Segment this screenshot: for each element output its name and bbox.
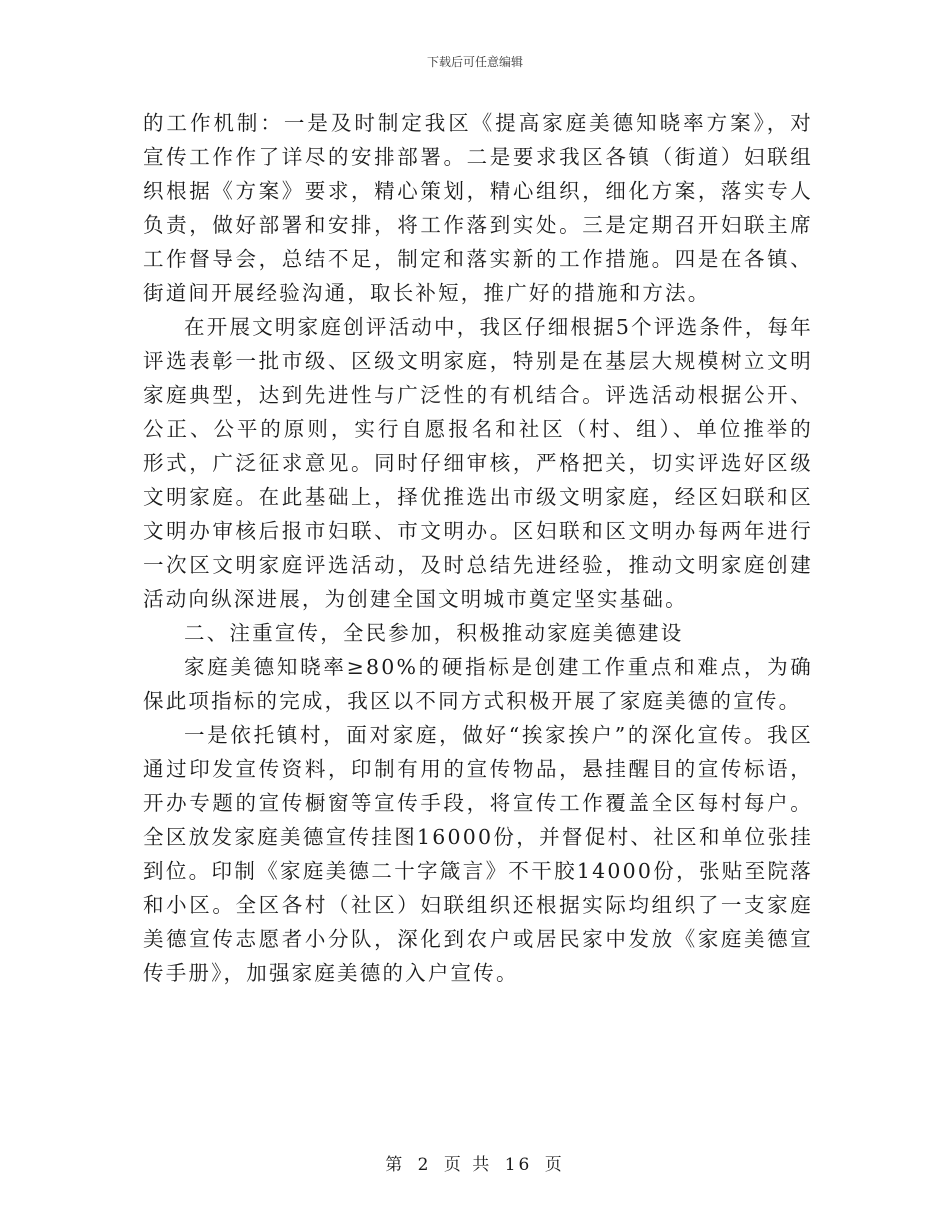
footer-current-page: 2 [417,1155,432,1175]
section-heading-publicity: 二、注重宣传，全民参加，积极推动家庭美德建设 [184,621,684,645]
footer-total-pages: 16 [504,1155,533,1175]
paragraph-civilized-family-evaluation: 在开展文明家庭创评活动中，我区仔细根据5个评选条件，每年评选表彰一批市级、区级文明家庭，特别是在基层大规模树立文明家庭典型，达到先进性与广泛性的有机结合。评选活动根据公开、公正、公平的原则，实行自愿报名和社区（村、组）、单位推举的形式，广泛征求意见。同时仔细审核，严格把关，切实评选好区级文明家庭。在此基础上，择优推选出市级文明家庭，经区妇联和区文明办审核后报市妇联、市文明办。区妇联和区文明办每两年进行一次区文明家庭评选活动，及时总结先进经验，推动文明家庭创建活动向纵深进展，为创建全国文明城市奠定坚实基础。 [143,315,813,611]
footer-prefix: 第 [385,1155,406,1175]
footer-suffix: 页 [544,1155,565,1175]
paragraph-work-mechanism: 的工作机制：一是及时制定我区《提高家庭美德知晓率方案》，对宣传工作作了详尽的安排部署。二是要求我区各镇（街道）妇联组织根据《方案》要求，精心策划，精心组织，细化方案，落实专人负责，做好部署和安排，将工作落到实处。三是定期召开妇联主席工作督导会，总结不足，制定和落实新的工作措施。四是在各镇、街道间开展经验沟通，取长补短，推广好的措施和方法。 [143,111,813,305]
page-number-footer [0,1153,950,1177]
paragraph-door-to-door-publicity: 一是依托镇村，面对家庭，做好“挨家挨户”的深化宣传。我区通过印发宣传资料，印制有用的宣传物品，悬挂醒目的宣传标语，开办专题的宣传橱窗等宣传手段，将宣传工作覆盖全区每村每户。全区放发家庭美德宣传挂图16000份，并督促村、社区和单位张挂到位。印制《家庭美德二十字箴言》不干胶14000份，张贴至院落和小区。全区各村（社区）妇联组织还根据实际均组织了一支家庭美德宣传志愿者小分队，深化到农户或居民家中发放《家庭美德宣传手册》，加强家庭美德的入户宣传。 [143,723,813,985]
document-body [143,106,813,990]
footer-middle: 页 共 [443,1155,493,1175]
paragraph-awareness-target: 家庭美德知晓率≥80%的硬指标是创建工作重点和难点，为确保此项指标的完成，我区以不同方式积极开展了家庭美德的宣传。 [143,655,813,713]
page-header-note: 下载后可任意编辑 [426,55,523,69]
